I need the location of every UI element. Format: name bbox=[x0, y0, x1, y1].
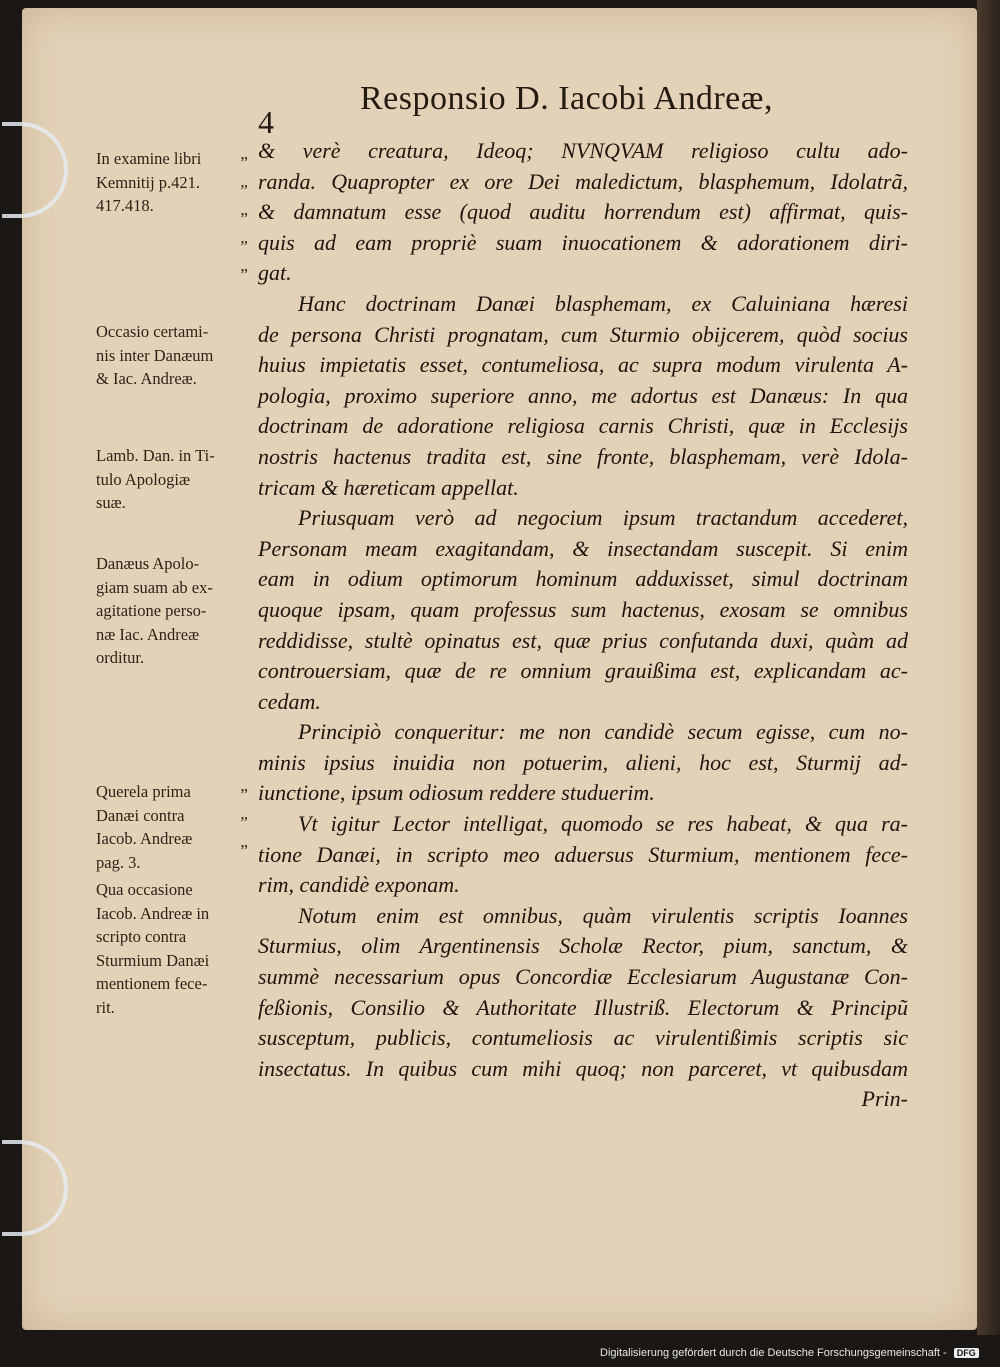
body-line: doctrinam de adoratione religiosa carnis Christi, quæ in Ecclesijs bbox=[258, 413, 908, 439]
body-line: Notum enim est omnibus, quàm virulentis scriptis Ioannes bbox=[298, 902, 908, 928]
quote-mark: „ bbox=[240, 200, 248, 219]
body-line: summè necessarium opus Concordiæ Ecclesiarum Augustanæ Con- bbox=[258, 964, 908, 990]
body-text bbox=[258, 136, 908, 1115]
margin-note-danaeus bbox=[96, 552, 266, 670]
body-line: tione Danæi, in scripto meo aduersus Sturmium, mentionem fece- bbox=[258, 841, 908, 867]
margin-note-line: orditur. bbox=[96, 648, 145, 667]
margin-note-occasio bbox=[96, 320, 266, 391]
body-line: quoque ipsam, quam professus sum hactenus, exosam se omnibus bbox=[258, 596, 908, 622]
margin-note-line: agitatione perso- bbox=[96, 601, 207, 620]
margin-note-line: Danæi contra bbox=[96, 805, 185, 825]
body-line: eam in odium optimorum hominum adduxisset, simul doctrinam bbox=[258, 566, 908, 592]
body-line: huius impietatis esset, contumeliosa, ac supra modum virulenta A- bbox=[258, 352, 908, 378]
body-line: quis ad eam propriè suam inuocationem & adorationem diri- bbox=[258, 229, 908, 255]
body-line: rim, candidè exponam. bbox=[258, 872, 460, 898]
margin-note-line: Kemnitij p.421. bbox=[96, 172, 201, 192]
quote-mark: „ bbox=[240, 832, 248, 851]
body-line: Principiò conqueritur: me non candidè secum egisse, cum no- bbox=[298, 719, 908, 745]
body-line: reddidisse, stultè opinatus est, quæ prius confutanda duxi, quàm ad bbox=[258, 627, 908, 653]
body-line: de persona Christi prognatam, cum Sturmio obijcerem, quòd socius bbox=[258, 321, 908, 347]
margin-note-line: tulo Apologiæ bbox=[96, 469, 190, 489]
body-line: randa. Quapropter ex ore Dei maledictum, blasphemum, Idolatrã, bbox=[258, 168, 908, 194]
quote-mark: „ bbox=[240, 804, 248, 823]
margin-note-line: suæ. bbox=[96, 493, 126, 512]
body-line: nostris hactenus tradita est, sine fronte, blasphemam, verè Idola- bbox=[258, 443, 908, 469]
body-line: feßionis, Consilio & Authoritate Illustriß. Electorum & Principũ bbox=[258, 994, 908, 1020]
page-number: 4 bbox=[258, 104, 274, 140]
margin-note-line: Danæus Apolo- bbox=[96, 554, 200, 573]
margin-note-line: pag. 3. bbox=[96, 852, 141, 872]
footer-text: Digitalisierung gefördert durch die Deutsche Forschungsgemeinschaft - bbox=[600, 1347, 947, 1359]
margin-note-line: giam suam ab ex- bbox=[96, 577, 213, 597]
body-line: insectatus. In quibus cum mihi quoq; non parceret, vt quibusdam bbox=[258, 1055, 908, 1081]
body-line: tricam & hæreticam appellat. bbox=[258, 474, 519, 500]
body-line: Priusquam verò ad negocium ipsum tractandum accederet, bbox=[298, 505, 908, 531]
body-line: Personam meam exagitandam, & insectandam suscepit. Si enim bbox=[258, 535, 908, 561]
margin-note-line: scripto contra bbox=[96, 927, 187, 946]
body-line: cedam. bbox=[258, 688, 321, 714]
running-title: Responsio D. Iacobi Andreæ, bbox=[360, 80, 773, 117]
quote-marks-querela bbox=[232, 772, 256, 856]
margin-note-line: Iacob. Andreæ in bbox=[96, 903, 210, 923]
quote-marks-top bbox=[232, 140, 256, 280]
margin-note-line: mentionem fece- bbox=[96, 974, 208, 993]
margin-note-line: 417.418. bbox=[96, 196, 154, 215]
body-line: susceptum, publicis, contumeliosis ac virulentißimis scriptis sic bbox=[258, 1025, 908, 1051]
body-line: minis ipsius inuidia non potuerim, alieni, hoc est, Sturmij ad- bbox=[258, 749, 908, 775]
margin-note-line: næ Iac. Andreæ bbox=[96, 624, 200, 644]
margin-note-line: Querela prima bbox=[96, 782, 191, 801]
body-line: & damnatum esse (quod auditu horrendum est) affirmat, quis- bbox=[258, 199, 908, 225]
margin-note-line: Sturmium Danæi bbox=[96, 950, 210, 970]
margin-note-line: rit. bbox=[96, 997, 115, 1017]
margin-note-qua bbox=[96, 878, 266, 1019]
margin-note-line: Iacob. Andreæ bbox=[96, 829, 193, 848]
margin-note-line: nis inter Danæum bbox=[96, 345, 214, 365]
quote-mark: „ bbox=[240, 172, 248, 191]
body-line: Hanc doctrinam Danæi blasphemam, ex Caluiniana hæresi bbox=[298, 290, 908, 316]
quote-mark: „ bbox=[240, 776, 248, 795]
page-edge bbox=[977, 0, 1000, 1335]
catchword: Prin- bbox=[861, 1086, 908, 1112]
digitization-footer bbox=[600, 1347, 979, 1359]
body-line: Sturmius, olim Argentinensis Scholæ Rector, pium, sanctum, & bbox=[258, 933, 908, 959]
body-line: gat. bbox=[258, 260, 292, 286]
body-line: iunctione, ipsum odiosum reddere studuerim. bbox=[258, 780, 655, 806]
margin-note-line: Occasio certami- bbox=[96, 322, 209, 341]
body-line: Vt igitur Lector intelligat, quomodo se res habeat, & qua ra- bbox=[298, 811, 908, 837]
body-line: & verè creatura, Ideoq; NVNQVAM religioso cultu ado- bbox=[258, 138, 908, 163]
margin-note-line: & Iac. Andreæ. bbox=[96, 369, 197, 388]
quote-mark: „ bbox=[240, 144, 248, 163]
body-line: pologia, proximo superiore anno, me adortus est Danæus: In qua bbox=[258, 382, 908, 408]
margin-note-line: Qua occasione bbox=[96, 880, 193, 899]
body-line: controuersiam, quæ de re omnium grauißima est, explicandam ac- bbox=[258, 658, 908, 684]
quote-mark: „ bbox=[240, 228, 248, 247]
quote-mark: „ bbox=[240, 256, 248, 275]
dfg-logo-icon: DFG bbox=[954, 1348, 979, 1358]
margin-note-line: Lamb. Dan. in Ti- bbox=[96, 446, 215, 465]
margin-note-lamb bbox=[96, 444, 266, 515]
margin-note-line: In examine libri bbox=[96, 149, 202, 168]
